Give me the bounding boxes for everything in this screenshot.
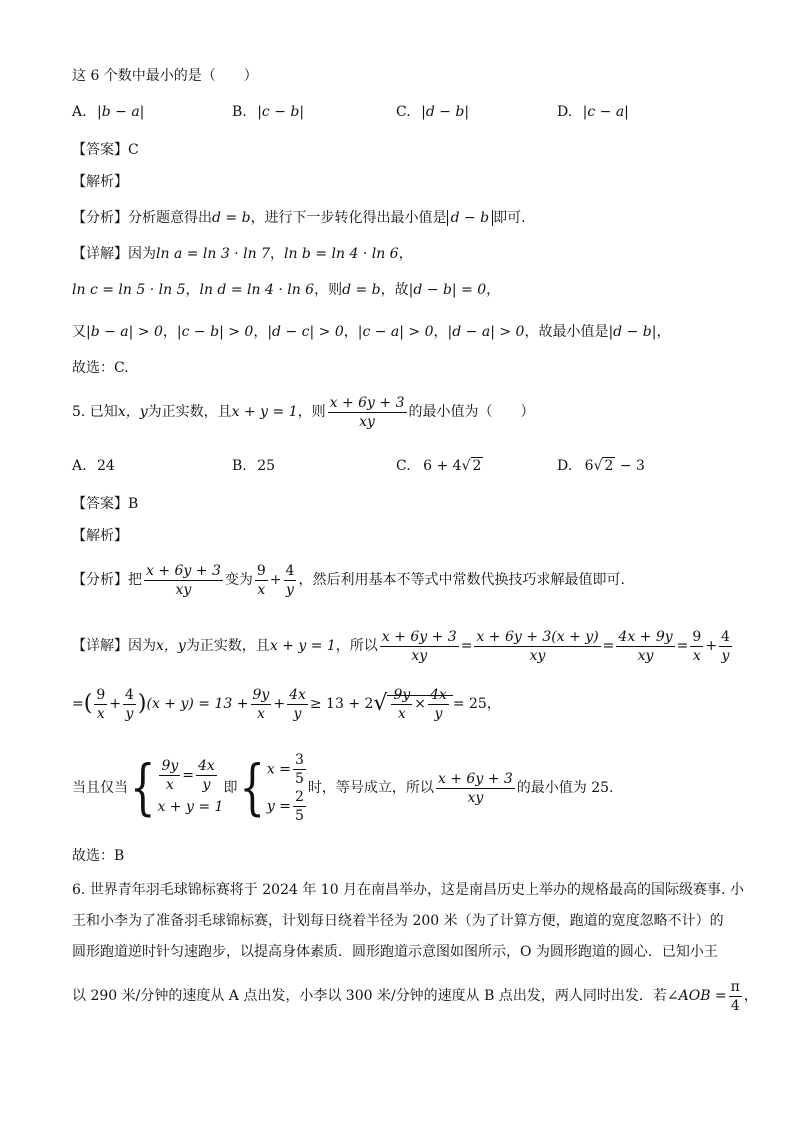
- q6-line-3: 圆形跑道逆时针匀速跑步，以提高身体素质．圆形跑道示意图如图所示，O 为圆形跑道的圆心．已知小王: [72, 944, 718, 960]
- q4-fenxi: 【分析】分析题意得出d = b，进行下一步转化得出最小值是 d − b 即可.: [72, 210, 526, 226]
- q5-option-a[interactable]: A. 24: [72, 458, 115, 474]
- q6-line-1: 6. 世界青年羽毛球锦标赛将于 2024 年 10 月在南昌举办，这是南昌历史上举办的规格最高的国际级赛事. 小: [72, 882, 744, 898]
- q4-detail-line-2: ln c = ln 5 · ln 5，ln d = ln 4 · ln 6，则d = b，故|d − b| = 0，: [72, 282, 501, 298]
- q6-line-2: 王和小李为了准备羽毛球锦标赛，计划每日绕着半径为 200 米（为了计算方便，跑道的宽度忽略不计）的: [72, 913, 724, 929]
- q5-choose: 故选：B: [72, 848, 125, 864]
- q4-answer: 【答案】C: [72, 142, 139, 158]
- q4-analysis-heading: 【解析】: [72, 174, 128, 190]
- q5-option-b[interactable]: B. 25: [232, 458, 276, 474]
- q5-detail-line-3: 当且仅当{ $\frac{9y}{x}$ = $\frac{4x}{y}$ x + y = 1 即{ x = $\frac{3}{5}$ y = $\frac{2}{5}$ 时，等号成立，所以 $\frac{x + 6y + 3}{xy}$ 的最小值为 25.: [72, 752, 614, 824]
- q4-choose: 故选：C.: [72, 360, 129, 376]
- q5-fenxi: 【分析】把 $\frac{x + 6y + 3}{xy}$ 变为 $\frac{9}{x}$ + $\frac{4}{y}$ ，然后利用基本不等式中常数代换技巧求解最值即可.: [72, 562, 625, 598]
- q5-fraction: $\frac{x + 6y + 3}{xy}$: [329, 394, 405, 430]
- q4-detail-line-3: 又|b − a| > 0，|c − b| > 0，|d − c| > 0，|c − a| > 0，|d − a| > 0，故最小值是|d − b|，: [72, 324, 671, 340]
- q4-option-d[interactable]: D. |c − a|: [557, 104, 629, 120]
- q4-stem: 这 6 个数中最小的是（ ）: [72, 68, 258, 84]
- q4-option-b[interactable]: B. |c − b|: [232, 104, 305, 120]
- q4-option-c[interactable]: C. |d − b|: [396, 104, 470, 120]
- sqrt-icon: √: [461, 458, 471, 474]
- sqrt-icon: √: [373, 691, 388, 716]
- q5-answer: 【答案】B: [72, 496, 139, 512]
- q5-option-d[interactable]: D. 6√ 2 − 3: [557, 458, 645, 474]
- q6-line-4: 以 290 米/分钟的速度从 A 点出发，小李以 300 米/分钟的速度从 B 点出发，两人同时出发．若∠AOB = $\frac{\pi}{4}$ ，: [72, 978, 758, 1014]
- q5-detail-line-1: 【详解】因为x，y为正实数，且x + y = 1，所以 $\frac{x + 6y + 3}{xy}$ = $\frac{x + 6y + 3(x + y)}{xy}$ = $\frac{4x + 9y}{xy}$ = $\frac{9}{x}$ + $\frac{4}{y}$: [72, 628, 730, 664]
- q5-option-c[interactable]: C. 6 + 4√ 2: [396, 458, 482, 474]
- q5-analysis-heading: 【解析】: [72, 528, 128, 544]
- sqrt-icon: √: [593, 458, 603, 474]
- q5-detail-line-2: =( $\frac{9}{x}$ + $\frac{4}{y}$ )(x + y) = 13 + $\frac{9y}{x}$ + $\frac{4x}{y}$ ≥ 13 + 2√ $\frac{9y}{x}$ × $\frac{4x}{y}$ = 25，: [72, 686, 501, 722]
- q4-detail-line-1: 【详解】因为ln a = ln 3 · ln 7，ln b = ln 4 · ln 6，: [72, 246, 413, 262]
- q4-option-a[interactable]: A. |b − a|: [72, 104, 145, 120]
- q5-stem: 5. 已知x，y为正实数，且x + y = 1，则 $\frac{x + 6y + 3}{xy}$ 的最小值为（ ）: [72, 394, 535, 430]
